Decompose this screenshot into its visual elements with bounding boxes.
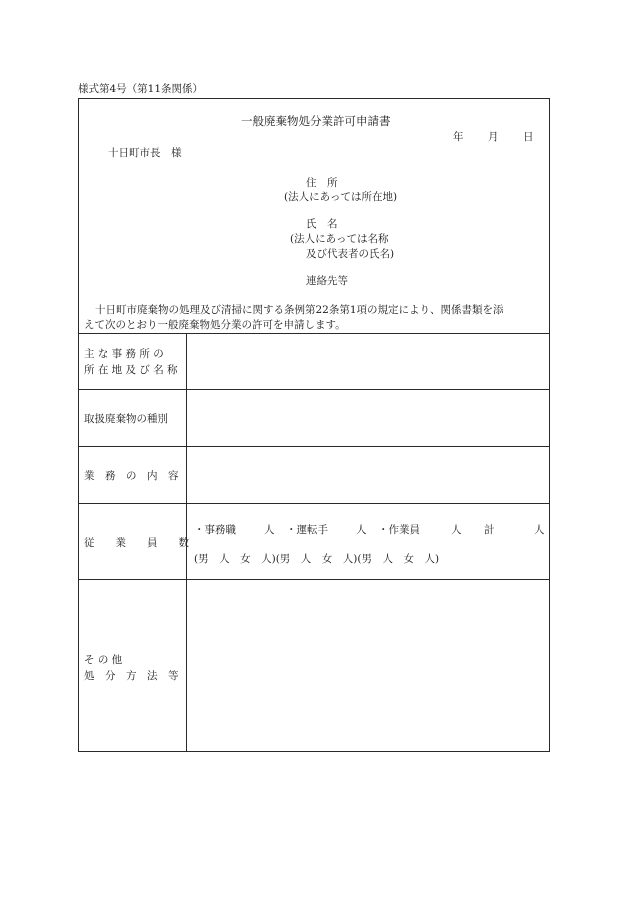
total-label: 計 — [484, 524, 495, 536]
body-text-line-1: 十日町市廃棄物の処理及び清掃に関する条例第22条第1項の規定により、関係書類を添 — [95, 304, 504, 316]
date-year: 年 — [453, 131, 464, 143]
driver-unit: 人 — [356, 524, 367, 536]
gender-breakdown: (男 人 女 人)(男 人 女 人)(男 人 女 人) — [194, 553, 440, 565]
office-label-line-2: 所 在 地 及 び 名 称 — [84, 364, 178, 376]
other-field[interactable] — [188, 581, 548, 750]
name-note-1: (法人にあっては名称 — [290, 233, 389, 245]
form-number: 様式第4号（第11条関係） — [78, 83, 204, 95]
date-day: 日 — [523, 131, 534, 143]
divider-header — [78, 333, 550, 334]
total-unit: 人 — [534, 524, 545, 536]
date-month: 月 — [488, 131, 499, 143]
divider-office — [78, 389, 550, 390]
address-note: (法人にあっては所在地) — [284, 191, 398, 203]
divider-waste-type — [78, 446, 550, 447]
waste-type-field[interactable] — [188, 391, 548, 444]
name-note-2: 及び代表者の氏名) — [306, 248, 395, 260]
clerical-label: ・事務職 — [194, 524, 236, 536]
waste-type-label: 取扱廃棄物の種別 — [84, 413, 168, 425]
divider-employees — [78, 579, 550, 580]
office-field[interactable] — [188, 335, 548, 387]
worker-unit: 人 — [451, 524, 462, 536]
body-text-line-2: えて次のとおり一般廃棄物処分業の許可を申請します。 — [84, 319, 346, 331]
addressee: 十日町市長 様 — [108, 147, 182, 159]
business-field[interactable] — [188, 448, 548, 501]
name-label: 氏 名 — [306, 218, 338, 230]
divider-business — [78, 503, 550, 504]
worker-label: ・作業員 — [378, 524, 420, 536]
office-label-line-1: 主 な 事 務 所 の — [84, 348, 164, 360]
business-label: 業 務 の 内 容 — [84, 470, 179, 482]
driver-label: ・運転手 — [286, 524, 328, 536]
clerical-unit: 人 — [264, 524, 275, 536]
employees-label: 従 業 員 数 — [84, 537, 189, 549]
other-label-line-2: 処 分 方 法 等 — [84, 670, 179, 682]
other-label-line-1: そ の 他 — [84, 654, 123, 666]
contact-label: 連絡先等 — [306, 275, 348, 287]
address-label: 住 所 — [306, 177, 338, 189]
form-title: 一般廃棄物処分業許可申請書 — [241, 114, 391, 128]
